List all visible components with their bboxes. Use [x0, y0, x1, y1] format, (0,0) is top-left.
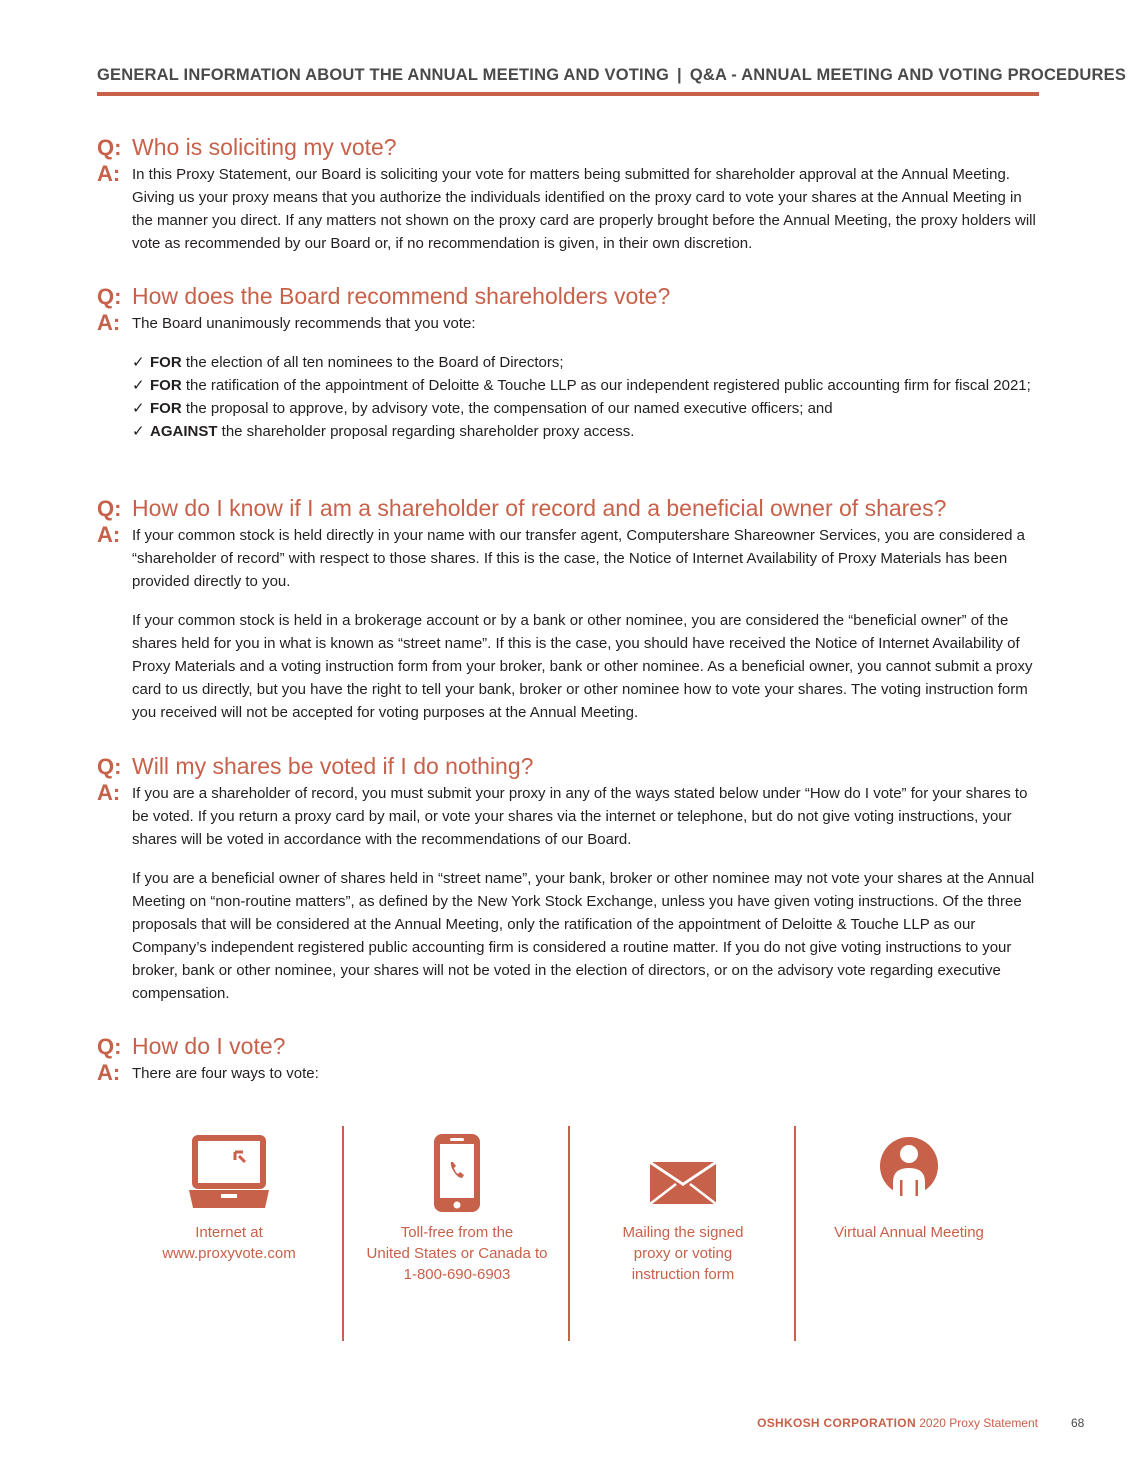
q-tag: Q: [97, 135, 122, 160]
a-tag: A: [97, 780, 121, 805]
label-line: proxy or voting [633, 1245, 733, 1262]
list-item-text: the proposal to approve, by advisory vote, the compensation of our named executive officers; and [181, 400, 833, 417]
a-tag: A: [97, 1060, 121, 1085]
checkmark-icon: ✓ [132, 354, 145, 371]
qa-section-shares-voted [97, 753, 1042, 1005]
q-tag: Q: [97, 1034, 122, 1059]
a-tag: A: [97, 310, 121, 335]
page-number: 68 [1071, 1416, 1085, 1430]
question-heading: How do I know if I am a shareholder of record and a beneficial owner of shares? [132, 495, 947, 521]
vote-recommendation: AGAINST [150, 423, 218, 440]
vote-recommendation: FOR [150, 377, 182, 394]
answer-body [132, 782, 1042, 1005]
header-rule [97, 92, 1039, 96]
label-line: Virtual Annual Meeting [834, 1224, 984, 1241]
list-item [132, 420, 1031, 443]
vote-methods [116, 1126, 1026, 1341]
answer-paragraph: There are four ways to vote: [132, 1065, 319, 1082]
list-item [132, 374, 1031, 397]
checkmark-icon: ✓ [132, 423, 145, 440]
laptop-icon [116, 1132, 342, 1214]
answer-paragraph: If you are a shareholder of record, you must submit your proxy in any of the ways stated below under “How do I vote” for your shares to be voted. If you return a proxy card by mail, or vote your shares via the internet or telephone, but do not give voting instructions, your shares will be voted in accordance with the recommendations of our Board. [132, 785, 1028, 848]
vote-method-label [344, 1222, 570, 1285]
list-item-text: the election of all ten nominees to the Board of Directors; [181, 354, 564, 371]
answer-paragraph: If your common stock is held in a brokerage account or by a bank or other nominee, you are considered the “beneficial owner” of the shares held for you in what is known as “street name”. If this is the case, you should have received the Notice of Internet Availability of Proxy Materials and a voting instruction form from your broker, bank or other nominee. As a beneficial owner, you cannot submit a proxy card to us directly, but you have the right to tell your bank, broker or other nominee how to vote your shares. The voting instruction form you received will not be accepted for voting purposes at the Annual Meeting. [132, 612, 1033, 721]
label-line: United States or Canada to [366, 1245, 548, 1262]
answer-body [132, 524, 1042, 724]
a-tag: A: [97, 161, 121, 186]
vote-recommendation: FOR [150, 400, 182, 417]
label-line: Internet at [195, 1224, 263, 1241]
answer-body [132, 163, 1042, 255]
checkmark-icon: ✓ [132, 400, 145, 417]
qa-section-shareholder-of-record [97, 495, 1042, 724]
label-line: 1-800-690-6903 [403, 1266, 511, 1283]
answer-body [132, 312, 1031, 443]
phone-icon [344, 1132, 570, 1214]
q-tag: Q: [97, 284, 122, 309]
footer-document: 2020 Proxy Statement [915, 1416, 1038, 1430]
vote-method-label [570, 1222, 796, 1285]
vote-method-phone [344, 1126, 570, 1341]
question-heading: Who is soliciting my vote? [132, 134, 397, 160]
vote-recommendation: FOR [150, 354, 182, 371]
person-icon [796, 1132, 1022, 1214]
footer-company: OSHKOSH CORPORATION [757, 1416, 916, 1430]
list-item-text: the ratification of the appointment of Deloitte & Touche LLP as our independent registered public accounting firm for fiscal 2021; [181, 377, 1031, 394]
q-tag: Q: [97, 496, 122, 521]
answer-paragraph: If you are a beneficial owner of shares held in “street name”, your bank, broker or other nominee may not vote your shares at the Annual Meeting on “non-routine matters”, as defined by the New York Stock Exchange, unless you have given voting instructions. Of the three proposals that will be considered at the Annual Meeting, only the ratification of the appointment of Deloitte & Touche LLP as our Company’s independent registered public accounting firm is considered a routine matter. If you do not give voting instructions to your broker, bank or other nominee, your shares will not be voted in the election of directors, or on the advisory vote regarding executive compensation. [132, 870, 1035, 1002]
answer-paragraph: In this Proxy Statement, our Board is soliciting your vote for matters being submitted for shareholder approval at the Annual Meeting. Giving us your proxy means that you authorize the individuals identified on the proxy card to vote your shares at the Annual Meeting in the manner you direct. If any matters not shown on the proxy card are properly brought before the Annual Meeting, the proxy holders will vote as recommended by our Board or, if no recommendation is given, in their own discretion. [132, 166, 1036, 252]
vote-method-virtual-meeting [796, 1126, 1022, 1341]
envelope-icon [570, 1132, 796, 1214]
checkmark-icon: ✓ [132, 377, 145, 394]
answer-paragraph: If your common stock is held directly in your name with our transfer agent, Computershare Shareowner Services, you are considered a “shareholder of record” with respect to those shares. If this is the case, the Notice of Internet Availability of Proxy Materials has been provided directly to you. [132, 527, 1025, 590]
label-line: Mailing the signed [622, 1224, 744, 1241]
q-tag: Q: [97, 754, 122, 779]
vote-method-mail [570, 1126, 796, 1341]
qa-section-board-recommendation [97, 283, 1042, 443]
header-subsection-title: Q&A - ANNUAL MEETING AND VOTING PROCEDURES [689, 66, 1127, 84]
vote-method-label [796, 1222, 1022, 1243]
vote-method-label [116, 1222, 342, 1264]
label-line: Toll-free from the [400, 1224, 514, 1241]
page-footer [757, 1416, 1038, 1430]
page-header [97, 66, 1127, 85]
question-heading: How does the Board recommend shareholders vote? [132, 283, 671, 309]
label-line: www.proxyvote.com [162, 1245, 296, 1262]
answer-body [132, 1062, 319, 1085]
question-heading: Will my shares be voted if I do nothing? [132, 753, 534, 779]
question-heading: How do I vote? [132, 1033, 286, 1059]
recommendation-list [132, 351, 1031, 443]
list-item [132, 397, 1031, 420]
header-separator: | [677, 66, 682, 84]
qa-section-how-to-vote [97, 1033, 1042, 1085]
list-item-text: the shareholder proposal regarding shareholder proxy access. [217, 423, 635, 440]
label-line: instruction form [631, 1266, 735, 1283]
vote-method-internet [116, 1126, 342, 1341]
header-section-title: GENERAL INFORMATION ABOUT THE ANNUAL MEETING AND VOTING [97, 66, 669, 84]
a-tag: A: [97, 522, 121, 547]
answer-paragraph: The Board unanimously recommends that you vote: [132, 315, 476, 332]
qa-section-soliciting [97, 134, 1042, 255]
list-item [132, 351, 1031, 374]
